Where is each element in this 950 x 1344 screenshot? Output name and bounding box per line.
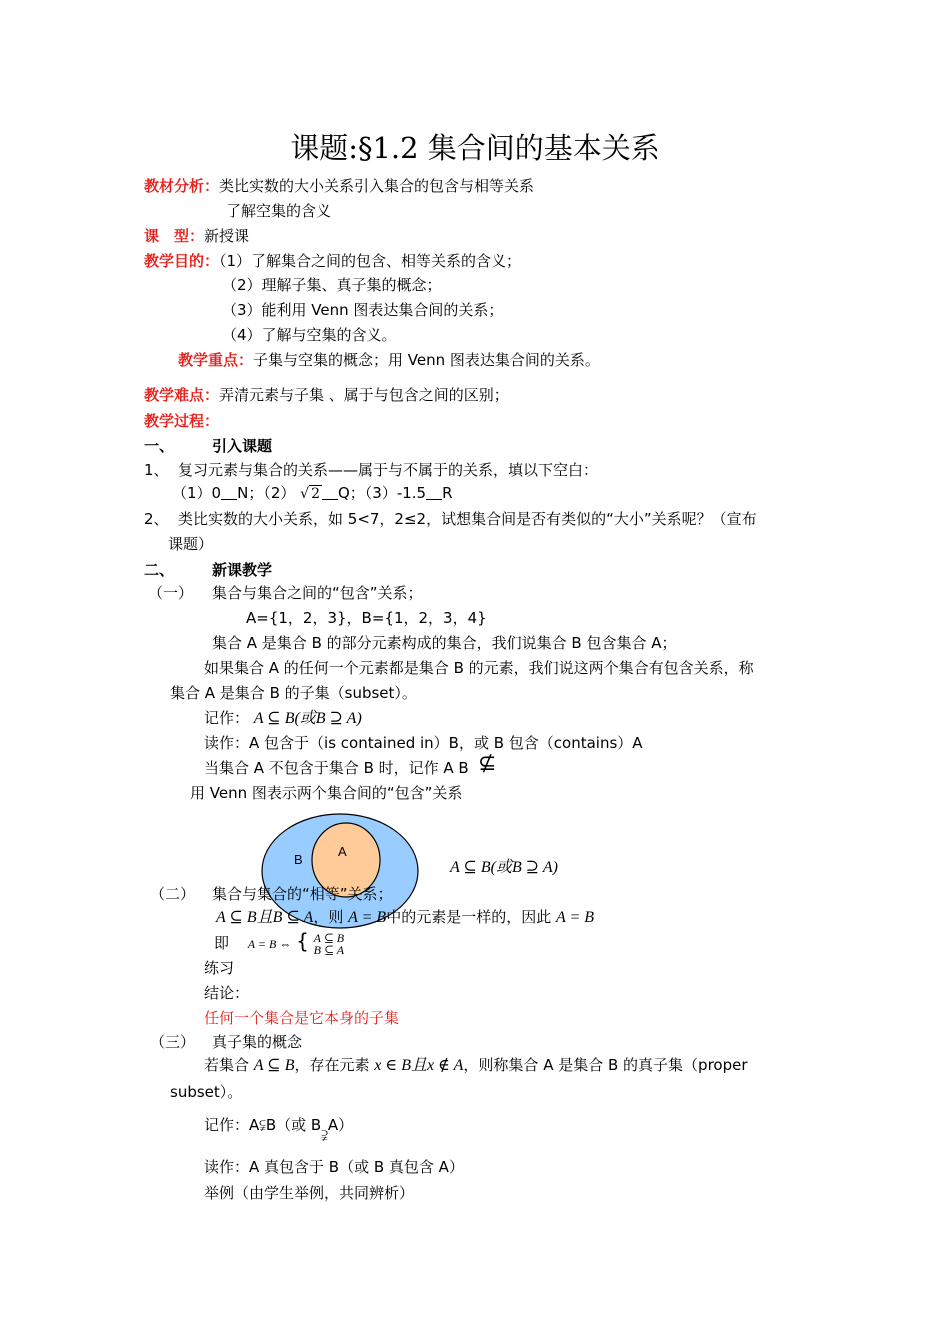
para-2b: 集合 A 是集合 B 的子集（subset）。 bbox=[170, 684, 417, 702]
cond-bottom: B ⊆ A bbox=[313, 942, 345, 957]
conclusion-text: 任何一个集合是它本身的子集 bbox=[204, 1009, 400, 1027]
sub-2-num: （二） bbox=[150, 885, 196, 903]
blank[interactable] bbox=[322, 485, 338, 500]
analysis-text-2: 了解空集的含义 bbox=[226, 202, 332, 220]
equivalence-line bbox=[214, 930, 344, 956]
item-2-text-2: 课题） bbox=[168, 535, 214, 553]
equivalence-label: 即 bbox=[214, 934, 230, 952]
fill-d: R bbox=[442, 484, 453, 502]
goals-label: 教学目的： bbox=[144, 252, 220, 270]
equality-line bbox=[216, 906, 594, 929]
item-1-num: 1、 bbox=[144, 461, 169, 479]
type-label: 课 型： bbox=[144, 227, 205, 245]
sqrt-two: √ 2 bbox=[300, 486, 320, 502]
equivalence-formula: A = B ⇔ bbox=[247, 937, 292, 951]
proper-reading: 读作：A 真包含于 B（或 B 真包含 A） bbox=[204, 1158, 464, 1176]
not-subset-line bbox=[204, 757, 469, 779]
reading-line: 读作：A 包含于（is contained in）B，或 B 包含（contains）A bbox=[204, 734, 643, 752]
type-value: 新授课 bbox=[204, 227, 250, 245]
goal-item: （1）了解集合之间的包含、相等关系的含义； bbox=[219, 252, 522, 270]
sub-2-title: 集合与集合的“相等”关系； bbox=[212, 885, 393, 903]
proper-def-1 bbox=[204, 1054, 748, 1077]
difficulty bbox=[144, 384, 509, 406]
blank[interactable] bbox=[426, 485, 442, 500]
analysis-label: 教材分析： bbox=[144, 177, 220, 195]
venn-intro: 用 Venn 图表示两个集合间的“包含”关系 bbox=[190, 784, 463, 802]
key-points bbox=[178, 349, 600, 371]
venn-formula: A ⊆ B(或B ⊇ A) bbox=[450, 859, 558, 876]
cond-top: A ⊆ B bbox=[313, 930, 345, 945]
equivalence-conditions bbox=[314, 932, 345, 956]
para-1: 集合 A 是集合 B 的部分元素构成的集合，我们说集合 B 包含集合 A； bbox=[212, 634, 677, 652]
fill-b: N；（2） bbox=[237, 484, 296, 502]
sub-1-num: （一） bbox=[148, 584, 194, 602]
proper-c: ，则称集合 A 是集合 B 的真子集（proper bbox=[463, 1056, 748, 1074]
proper-notation bbox=[204, 1114, 354, 1144]
para-2a: 如果集合 A 的任何一个元素都是集合 B 的元素，我们说这两个集合有包含关系，称 bbox=[204, 659, 754, 677]
notation-line bbox=[204, 707, 362, 730]
process-label: 教学过程： bbox=[144, 412, 220, 430]
sub-3-num: （三） bbox=[150, 1033, 196, 1051]
brace-icon: { bbox=[296, 929, 309, 953]
not-subset-icon: ⊈ bbox=[478, 751, 497, 776]
equality-mid: ，则 bbox=[313, 908, 344, 926]
equality-formula-1: A ⊆ B且B ⊆ A bbox=[216, 909, 314, 926]
not-subset-text: 当集合 A 不包含于集合 B 时，记作 A B bbox=[204, 759, 469, 777]
example-line: 举例（由学生举例，共同辨析） bbox=[204, 1184, 415, 1202]
goal-item: （3）能利用 Venn 图表达集合间的关系； bbox=[222, 301, 504, 319]
goals-line-1 bbox=[144, 250, 521, 272]
conclusion-label: 结论： bbox=[204, 984, 250, 1002]
page-title: 课题:§1.2 集合间的基本关系 bbox=[290, 131, 660, 165]
subset-formula: A ⊆ B(或B ⊇ A) bbox=[253, 710, 362, 727]
equality-mid-2: 中的元素是一样的，因此 bbox=[386, 908, 552, 926]
sqrt-radicand: 2 bbox=[311, 486, 320, 502]
proper-formula-2: x ∈ B且x ∉ A bbox=[374, 1057, 464, 1074]
section-2-num: 二、 bbox=[144, 561, 175, 579]
difficulty-value: 弄清元素与子集 、属于与包含之间的区别； bbox=[219, 386, 509, 404]
proper-formula-1: A ⊆ B bbox=[253, 1057, 295, 1074]
analysis-line-1 bbox=[144, 175, 534, 197]
venn-label-a: A bbox=[338, 844, 347, 859]
proper-superset-icon: ⫌ bbox=[321, 1126, 328, 1144]
fill-c: Q；（3）-1.5 bbox=[337, 484, 427, 502]
proper-note-mid: B（或 B bbox=[265, 1116, 322, 1134]
blank[interactable] bbox=[221, 485, 237, 500]
fill-blanks bbox=[172, 482, 453, 505]
goal-item: （2）理解子集、真子集的概念； bbox=[222, 276, 442, 294]
sets-example: A={1，2，3}，B={1，2，3，4} bbox=[246, 609, 487, 627]
section-1-title: 引入课题 bbox=[212, 437, 273, 455]
key-value: 子集与空集的概念；用 Venn 图表达集合间的关系。 bbox=[253, 351, 600, 369]
proper-def-2: subset）。 bbox=[170, 1083, 243, 1101]
venn-label-b: B bbox=[294, 852, 303, 867]
analysis-text-1: 类比实数的大小关系引入集合的包含与相等关系 bbox=[219, 177, 535, 195]
key-label: 教学重点： bbox=[178, 351, 254, 369]
sub-1-title: 集合与集合之间的“包含”关系； bbox=[212, 584, 423, 602]
notation-label: 记作： bbox=[204, 709, 250, 727]
item-2-num: 2、 bbox=[144, 510, 169, 528]
item-1-text: 复习元素与集合的关系——属于与不属于的关系，填以下空白： bbox=[178, 461, 599, 479]
proper-b: ，存在元素 bbox=[294, 1056, 370, 1074]
practice: 练习 bbox=[204, 959, 235, 977]
sub-3-title: 真子集的概念 bbox=[212, 1033, 303, 1051]
lesson-type bbox=[144, 225, 249, 247]
section-2-title: 新课教学 bbox=[212, 561, 273, 579]
goal-item: （4）了解与空集的含义。 bbox=[222, 326, 397, 344]
proper-note-label: 记作：A bbox=[204, 1116, 260, 1134]
equality-formula-2: A = B bbox=[348, 909, 387, 926]
equality-formula-3: A = B bbox=[556, 909, 595, 926]
fill-a: （1）0 bbox=[172, 484, 222, 502]
section-1-num: 一、 bbox=[144, 437, 175, 455]
proper-a: 若集合 bbox=[204, 1056, 250, 1074]
proper-subset-icon: ⫋ bbox=[259, 1116, 266, 1134]
proper-note-end: A） bbox=[327, 1116, 354, 1134]
difficulty-label: 教学难点： bbox=[144, 386, 220, 404]
item-2-text-1: 类比实数的大小关系，如 5<7，2≤2，试想集合间是否有类似的“大小”关系呢？（宣布 bbox=[178, 510, 757, 528]
